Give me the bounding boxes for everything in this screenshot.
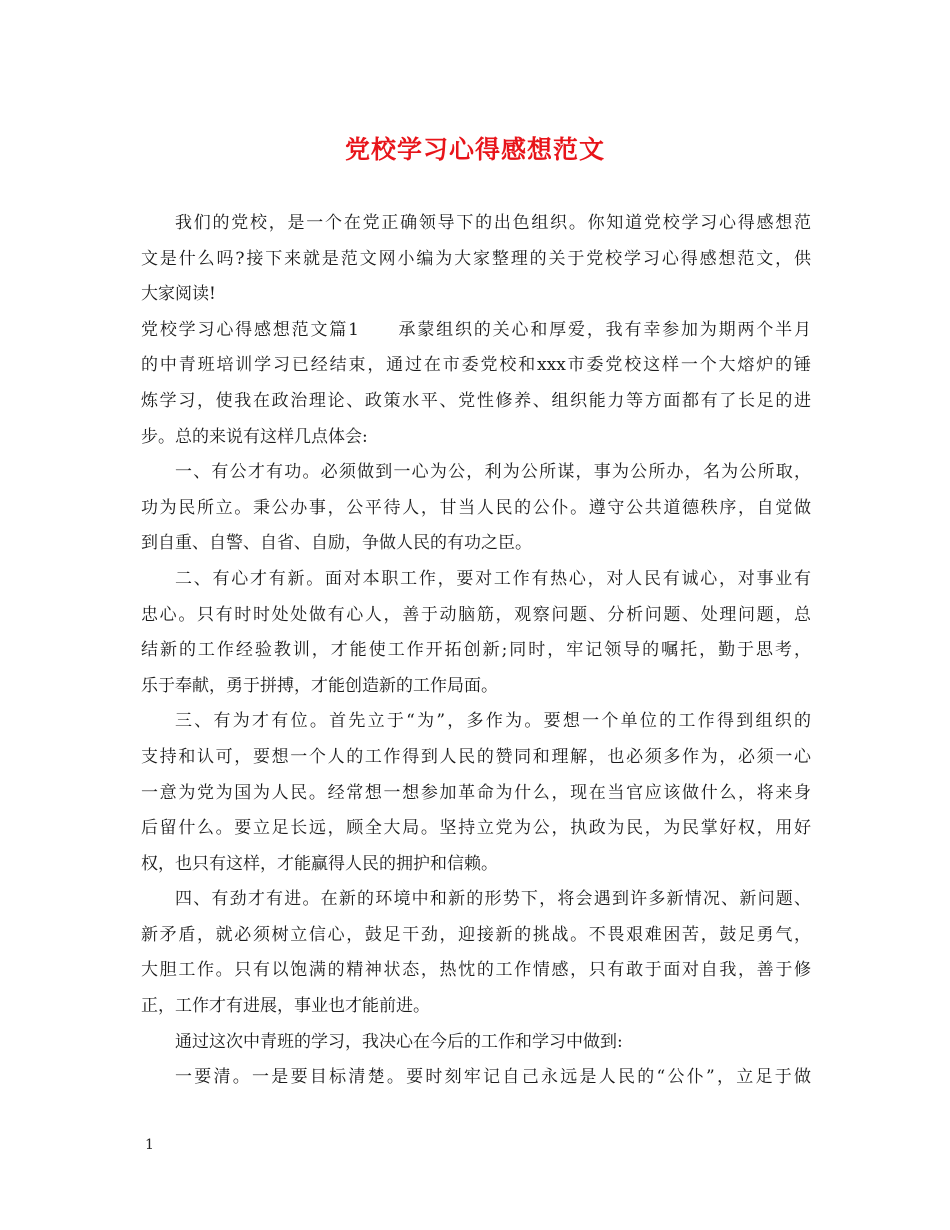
- body-line: 结新的工作经验教训，才能使工作开拓创新;同时，牢记领导的嘱托，勤于思考，: [141, 640, 811, 661]
- body-line: 一、有公才有功。必须做到一心为公，利为公所谋，事为公所办，名为公所取，: [175, 462, 811, 483]
- body-line: 大家阅读!: [141, 284, 216, 305]
- body-line: 大胆工作。只有以饱满的精神状态，热忱的工作情感，只有敢于面对自我，善于修: [141, 960, 811, 981]
- body-line: 党校学习心得感想范文篇1 承蒙组织的关心和厚爱，我有幸参加为期两个半月: [141, 319, 811, 340]
- body-line: 支持和认可，要想一个人的工作得到人民的赞同和理解，也必须多作为，必须一心: [141, 746, 811, 767]
- body-line: 步。总的来说有这样几点体会:: [141, 426, 368, 447]
- body-line: 忠心。只有时时处处做有心人，善于动脑筋，观察问题、分析问题、处理问题，总: [141, 604, 811, 625]
- body-line: 新矛盾，就必须树立信心，鼓足干劲，迎接新的挑战。不畏艰难困苦，鼓足勇气，: [141, 924, 811, 945]
- body-line: 权，也只有这样，才能赢得人民的拥护和信赖。: [141, 853, 498, 874]
- body-line: 一要清。一是要目标清楚。要时刻牢记自己永远是人民的“公仆”，立足于做: [175, 1067, 811, 1088]
- document-body: [141, 206, 811, 1096]
- body-line: 二、有心才有新。面对本职工作，要对工作有热心，对人民有诚心，对事业有: [175, 568, 811, 589]
- body-line: 文是什么吗?接下来就是范文网小编为大家整理的关于党校学习心得感想范文，供: [141, 248, 811, 269]
- body-line: 后留什么。要立足长远，顾全大局。坚持立党为公，执政为民，为民掌好权，用好: [141, 818, 811, 839]
- document-title: 党校学习心得感想范文: [344, 135, 605, 164]
- body-line: 到自重、自警、自省、自励，争做人民的有功之臣。: [141, 533, 532, 554]
- body-line: 通过这次中青班的学习，我决心在今后的工作和学习中做到:: [175, 1031, 623, 1052]
- body-line: 乐于奉献，勇于拼搏，才能创造新的工作局面。: [141, 675, 498, 696]
- body-line: 功为民所立。秉公办事，公平待人，甘当人民的公仆。遵守公共道德秩序，自觉做: [141, 497, 811, 518]
- body-line: 我们的党校，是一个在党正确领导下的出色组织。你知道党校学习心得感想范: [175, 213, 811, 233]
- body-line: 炼学习，使我在政治理论、政策水平、党性修养、组织能力等方面都有了长足的进: [141, 390, 811, 411]
- body-line: 一意为党为国为人民。经常想一想参加革命为什么，现在当官应该做什么，将来身: [141, 782, 811, 803]
- page-number: 1: [145, 1137, 154, 1153]
- body-line: 三、有为才有位。首先立于“为”，多作为。要想一个单位的工作得到组织的: [175, 711, 811, 732]
- body-line: 四、有劲才有进。在新的环境中和新的形势下，将会遇到许多新情况、新问题、: [175, 889, 811, 910]
- body-line: 的中青班培训学习已经结束，通过在市委党校和xxx市委党校这样一个大熔炉的锤: [141, 355, 811, 376]
- body-line: 正，工作才有进展，事业也才能前进。: [141, 996, 430, 1017]
